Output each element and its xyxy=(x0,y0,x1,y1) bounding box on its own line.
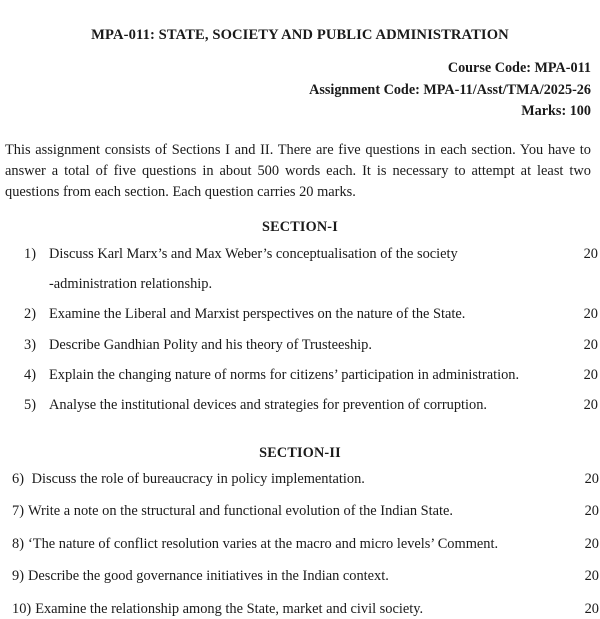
question-number: 4) xyxy=(24,367,36,384)
question-text: Describe the good governance initiatives in the Indian context. xyxy=(28,568,389,585)
question-list-section-1 xyxy=(0,236,600,416)
list-item xyxy=(12,535,600,554)
instructions-paragraph: This assignment consists of Sections I and II. There are five questions in each section. You have to answer a total of five questions in about 500 words each. It is necessary to attempt at least two questions from each section. Each question carries 20 marks. xyxy=(5,141,591,201)
question-marks: 20 xyxy=(583,306,598,323)
question-number: 2) xyxy=(24,306,36,323)
list-item xyxy=(24,336,600,355)
question-text: Write a note on the structural and functional evolution of the Indian State. xyxy=(28,503,454,520)
list-item xyxy=(24,305,600,324)
question-text-line-1: Discuss Karl Marx’s and Max Weber’s conceptualisation of the society xyxy=(49,246,458,263)
question-text xyxy=(49,245,574,294)
question-text: Discuss the role of bureaucracy in policy implementation. xyxy=(31,470,365,487)
question-text: Describe Gandhian Polity and his theory of Trusteeship. xyxy=(49,336,372,353)
list-item xyxy=(12,567,600,586)
question-number: 8) xyxy=(12,535,24,552)
section-heading-2: SECTION-II xyxy=(259,444,341,461)
list-item xyxy=(24,245,600,294)
question-marks: 20 xyxy=(584,600,599,617)
question-marks: 20 xyxy=(583,367,598,384)
question-marks: 20 xyxy=(584,568,599,585)
question-number: 7) xyxy=(12,503,24,520)
total-marks: Marks: 100 xyxy=(521,103,591,120)
question-number: 1) xyxy=(24,246,36,263)
header-meta-block xyxy=(0,43,600,123)
question-marks: 20 xyxy=(584,535,599,552)
list-item xyxy=(12,502,600,521)
question-marks: 20 xyxy=(583,397,598,414)
question-number: 10) xyxy=(12,600,32,617)
question-number: 3) xyxy=(24,336,36,353)
question-text: Explain the changing nature of norms for citizens’ participation in administration. xyxy=(49,367,520,384)
list-item xyxy=(24,366,600,385)
question-text: ‘The nature of conflict resolution varies at the macro and micro levels’ Comment. xyxy=(28,535,499,552)
list-item xyxy=(12,600,600,619)
section-heading-1: SECTION-I xyxy=(262,219,338,236)
page-title: MPA-011: STATE, SOCIETY AND PUBLIC ADMINISTRATION xyxy=(91,27,509,43)
question-number: 9) xyxy=(12,568,24,585)
question-marks: 20 xyxy=(584,503,599,520)
question-text: Examine the relationship among the State, market and civil society. xyxy=(35,600,424,617)
course-code: Course Code: MPA-011 xyxy=(447,60,591,77)
question-text: Analyse the institutional devices and strategies for prevention of corruption. xyxy=(49,397,487,414)
question-marks: 20 xyxy=(583,336,598,353)
assignment-code: Assignment Code: MPA-11/Asst/TMA/2025-26 xyxy=(309,81,591,98)
list-item xyxy=(24,396,600,415)
question-number: 6) xyxy=(12,470,28,487)
list-item xyxy=(12,470,600,489)
question-marks: 20 xyxy=(584,470,599,487)
question-list-section-2 xyxy=(0,462,600,619)
question-text: Examine the Liberal and Marxist perspectives on the nature of the State. xyxy=(49,306,466,323)
question-marks: 20 xyxy=(583,246,598,263)
question-number: 5) xyxy=(24,397,36,414)
question-text-line-2: -administration relationship. xyxy=(49,275,213,292)
